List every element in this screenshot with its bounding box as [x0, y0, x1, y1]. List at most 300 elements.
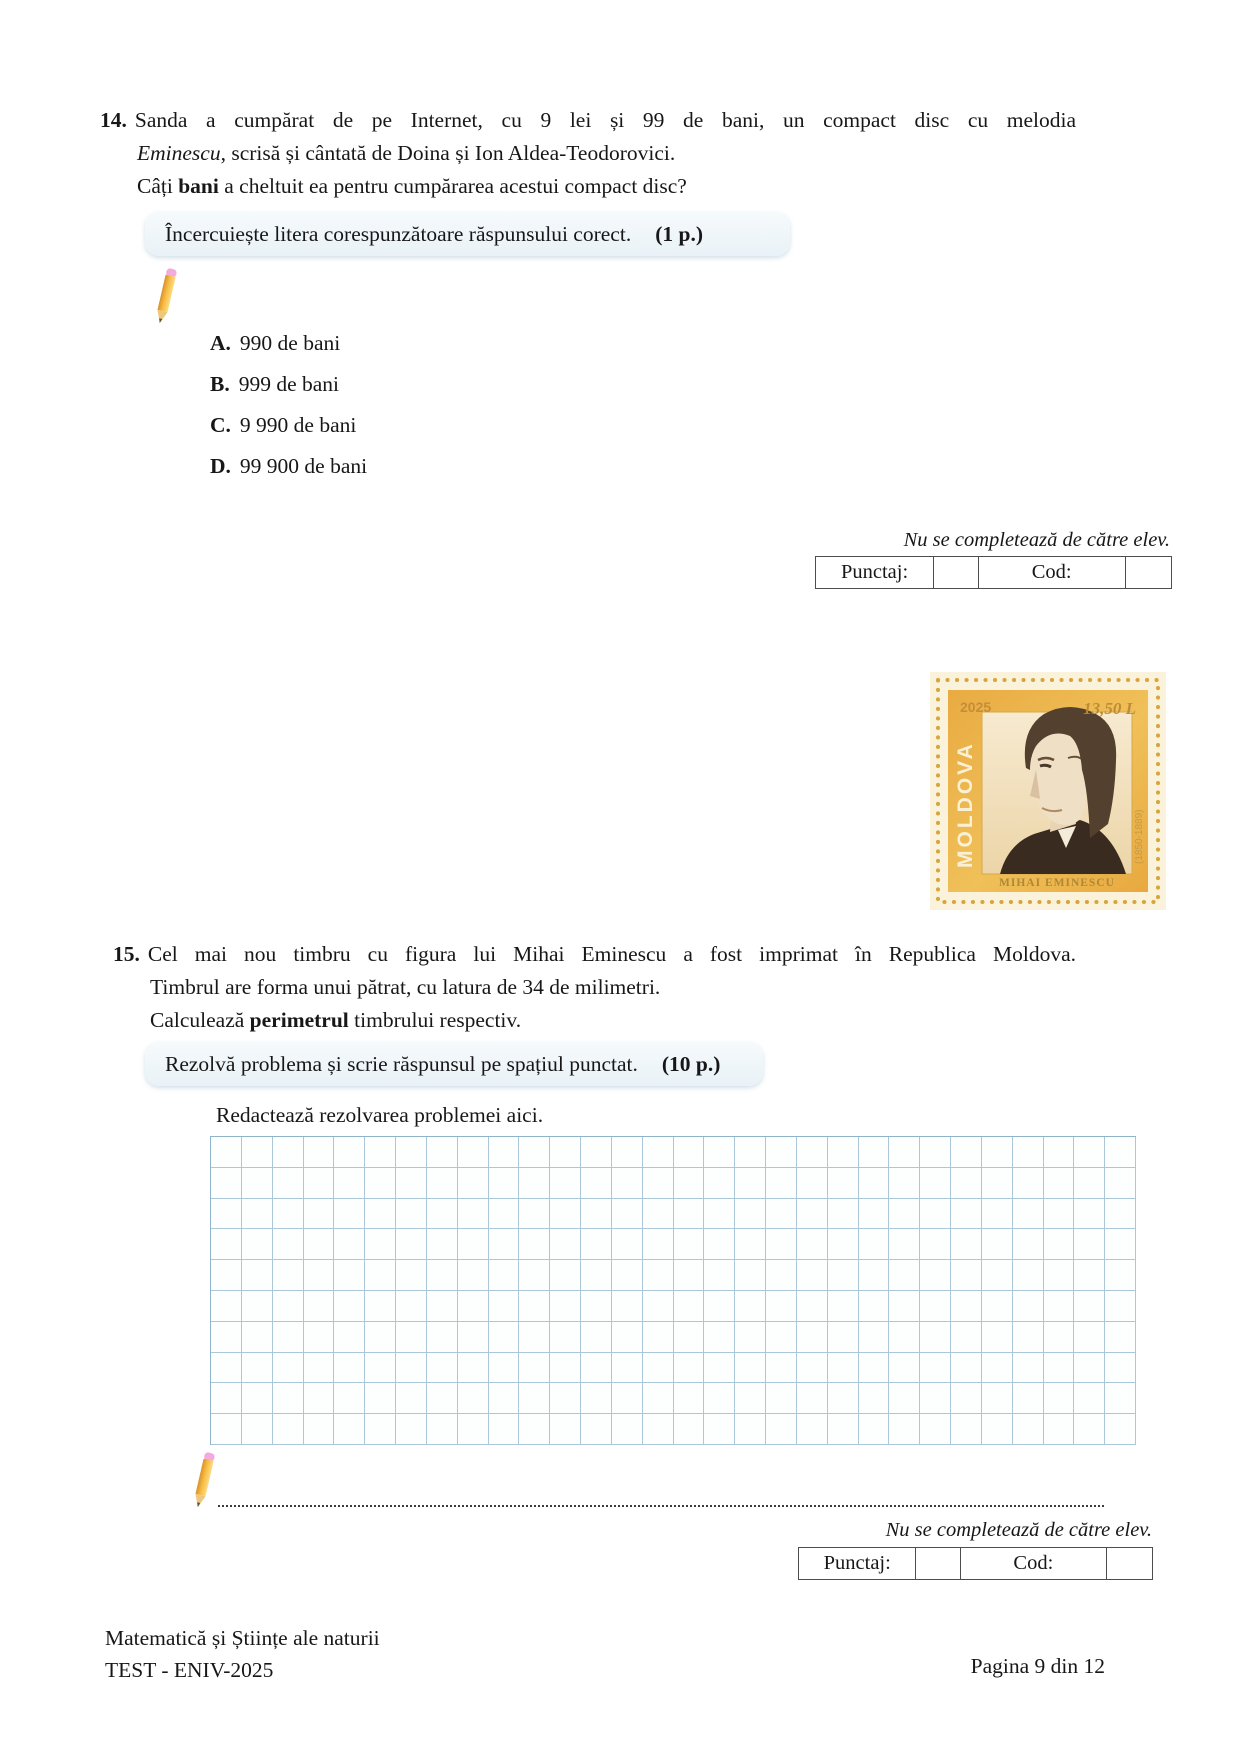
punctaj-value-cell[interactable] — [915, 1548, 959, 1579]
grid-cell — [951, 1137, 982, 1168]
grid-cell — [365, 1291, 396, 1322]
grid-cell — [797, 1291, 828, 1322]
option-b[interactable] — [210, 372, 610, 396]
grid-cell — [550, 1229, 581, 1260]
grid-cell — [365, 1260, 396, 1291]
grid-cell — [273, 1260, 304, 1291]
grid-cell — [427, 1322, 458, 1353]
grid-cell — [797, 1322, 828, 1353]
grid-cell — [550, 1414, 581, 1445]
moldova-stamp-image — [930, 672, 1166, 910]
grid-cell — [1013, 1414, 1044, 1445]
grid-cell — [889, 1199, 920, 1230]
grid-cell — [1074, 1199, 1105, 1230]
grid-cell — [982, 1260, 1013, 1291]
grid-cell — [211, 1383, 242, 1414]
grid-cell — [612, 1322, 643, 1353]
grid-cell — [581, 1353, 612, 1384]
grid-cell — [242, 1229, 273, 1260]
grid-cell — [1044, 1291, 1075, 1322]
grid-cell — [304, 1199, 335, 1230]
punctaj-label: Punctaj: — [840, 561, 909, 583]
grid-cell — [458, 1383, 489, 1414]
grid-cell — [951, 1353, 982, 1384]
q14-song-title: Eminescu — [137, 141, 221, 165]
q14-instruction-box — [145, 212, 790, 256]
q15-line1 — [113, 938, 1076, 971]
cod-value-cell[interactable] — [1125, 557, 1171, 588]
grid-cell — [365, 1383, 396, 1414]
grid-cell — [612, 1383, 643, 1414]
grid-cell — [304, 1322, 335, 1353]
grid-cell — [735, 1229, 766, 1260]
option-a-letter: A. — [210, 331, 231, 355]
grid-cell — [1044, 1322, 1075, 1353]
grid-cell — [396, 1229, 427, 1260]
grid-cell — [581, 1260, 612, 1291]
grid-cell — [859, 1383, 890, 1414]
grid-cell — [1013, 1291, 1044, 1322]
grid-cell — [859, 1322, 890, 1353]
grid-cell — [458, 1322, 489, 1353]
grid-cell — [1105, 1383, 1136, 1414]
grid-cell — [612, 1229, 643, 1260]
grid-cell — [828, 1353, 859, 1384]
grid-cell — [550, 1260, 581, 1291]
grid-cell — [766, 1168, 797, 1199]
grid-cell — [951, 1168, 982, 1199]
grid-cell — [581, 1229, 612, 1260]
grid-cell — [766, 1291, 797, 1322]
grid-cell — [643, 1414, 674, 1445]
grid-cell — [242, 1291, 273, 1322]
grid-cell — [1013, 1229, 1044, 1260]
grid-cell — [1074, 1260, 1105, 1291]
grid-cell — [735, 1168, 766, 1199]
grid-cell — [859, 1229, 890, 1260]
grid-cell — [704, 1137, 735, 1168]
q14-line2-text: , scrisă și cântată de Doina și Ion Aldea-Teodorovici. — [220, 141, 676, 165]
option-d-letter: D. — [210, 454, 231, 478]
grid-cell — [489, 1322, 520, 1353]
grid-cell — [1074, 1414, 1105, 1445]
grid-cell — [859, 1168, 890, 1199]
grid-cell — [458, 1291, 489, 1322]
grid-cell — [427, 1414, 458, 1445]
grid-cell — [489, 1353, 520, 1384]
grid-cell — [334, 1414, 365, 1445]
option-b-text: 999 de bani — [238, 372, 340, 396]
grid-cell — [735, 1322, 766, 1353]
grid-cell — [951, 1199, 982, 1230]
option-b-letter: B. — [210, 372, 230, 396]
grid-cell — [550, 1383, 581, 1414]
grid-cell — [859, 1260, 890, 1291]
grid-cell — [458, 1137, 489, 1168]
grid-cell — [828, 1322, 859, 1353]
grid-cell — [704, 1168, 735, 1199]
grid-cell — [334, 1229, 365, 1260]
grid-cell — [951, 1229, 982, 1260]
grid-cell — [458, 1353, 489, 1384]
grid-cell — [581, 1199, 612, 1230]
grid-cell — [365, 1137, 396, 1168]
q14-instruction-text: Încercuiește litera corespunzătoare răspunsului corect. — [165, 221, 632, 246]
grid-cell — [458, 1229, 489, 1260]
grid-cell — [982, 1137, 1013, 1168]
grid-cell — [951, 1260, 982, 1291]
option-a[interactable] — [210, 331, 610, 355]
grid-cell — [735, 1199, 766, 1230]
grid-cell — [797, 1383, 828, 1414]
grid-cell — [211, 1414, 242, 1445]
option-c-text: 9 990 de bani — [239, 413, 357, 437]
pencil-icon — [148, 264, 184, 328]
grid-cell — [489, 1168, 520, 1199]
grid-cell — [1105, 1260, 1136, 1291]
q15-line3-pre: Calculează — [150, 1008, 250, 1032]
q14-number: 14. — [100, 108, 127, 132]
grid-cell — [889, 1291, 920, 1322]
grid-cell — [211, 1353, 242, 1384]
grid-cell — [365, 1229, 396, 1260]
grid-cell — [1105, 1199, 1136, 1230]
grid-cell — [427, 1199, 458, 1230]
grid-cell — [735, 1353, 766, 1384]
grid-cell — [242, 1353, 273, 1384]
grid-cell — [334, 1291, 365, 1322]
grid-cell — [211, 1322, 242, 1353]
grid-cell — [519, 1414, 550, 1445]
grid-cell — [304, 1414, 335, 1445]
grid-cell — [643, 1229, 674, 1260]
grid-cell — [242, 1168, 273, 1199]
grid-cell — [889, 1168, 920, 1199]
grid-cell — [242, 1322, 273, 1353]
grid-cell — [828, 1414, 859, 1445]
option-c[interactable] — [210, 413, 610, 437]
grid-cell — [920, 1229, 951, 1260]
grid-cell — [859, 1137, 890, 1168]
grid-cell — [674, 1199, 705, 1230]
grid-cell — [211, 1199, 242, 1230]
grid-cell — [889, 1353, 920, 1384]
grid-cell — [643, 1137, 674, 1168]
grid-cell — [889, 1260, 920, 1291]
grid-cell — [334, 1137, 365, 1168]
grid-cell — [1074, 1229, 1105, 1260]
grid-cell — [1013, 1199, 1044, 1230]
q14-line3-post: a cheltuit ea pentru cumpărarea acestui compact disc? — [218, 174, 687, 198]
grid-cell — [612, 1291, 643, 1322]
solution-grid[interactable] — [210, 1136, 1136, 1445]
grid-cell — [920, 1260, 951, 1291]
grid-cell — [489, 1383, 520, 1414]
grid-cell — [828, 1260, 859, 1291]
grid-cell — [766, 1383, 797, 1414]
grid-cell — [581, 1137, 612, 1168]
grid-cell — [489, 1414, 520, 1445]
grid-cell — [1074, 1322, 1105, 1353]
q15-instruction-text: Rezolvă problema și scrie răspunsul pe spațiul punctat. — [165, 1051, 638, 1076]
grid-cell — [982, 1322, 1013, 1353]
grid-cell — [365, 1199, 396, 1230]
grid-cell — [1044, 1383, 1075, 1414]
grid-cell — [674, 1322, 705, 1353]
grid-cell — [211, 1260, 242, 1291]
grid-cell — [396, 1168, 427, 1199]
grid-cell — [581, 1383, 612, 1414]
grid-cell — [396, 1414, 427, 1445]
grid-cell — [674, 1229, 705, 1260]
grid-cell — [489, 1260, 520, 1291]
grid-cell — [951, 1322, 982, 1353]
grid-cell — [273, 1199, 304, 1230]
q14-line1 — [100, 104, 1076, 137]
grid-cell — [889, 1229, 920, 1260]
punctaj-label: Punctaj: — [823, 1552, 891, 1574]
grid-cell — [1044, 1229, 1075, 1260]
grid-cell — [766, 1229, 797, 1260]
grid-cell — [1074, 1137, 1105, 1168]
footer — [105, 1622, 705, 1686]
grid-cell — [1013, 1383, 1044, 1414]
grid-cell — [242, 1199, 273, 1230]
question-15 — [113, 938, 1076, 1037]
grid-cell — [920, 1168, 951, 1199]
grid-cell — [828, 1199, 859, 1230]
grid-cell — [273, 1383, 304, 1414]
pencil-icon — [186, 1448, 222, 1512]
grid-cell — [828, 1383, 859, 1414]
grid-cell — [489, 1137, 520, 1168]
grid-cell — [766, 1137, 797, 1168]
stamp-life-years: (1850-1889) — [1134, 809, 1145, 864]
grid-cell — [1074, 1383, 1105, 1414]
grid-cell — [643, 1291, 674, 1322]
grid-cell — [304, 1383, 335, 1414]
grid-cell — [982, 1199, 1013, 1230]
q15-instruction-box — [145, 1042, 763, 1086]
grid-cell — [766, 1199, 797, 1230]
option-a-text: 990 de bani — [239, 331, 341, 355]
grid-cell — [612, 1414, 643, 1445]
grid-cell — [859, 1353, 890, 1384]
grid-cell — [396, 1137, 427, 1168]
stamp-value: 13,50 L — [1083, 699, 1136, 718]
grid-cell — [550, 1199, 581, 1230]
score-table-q14 — [815, 556, 1172, 589]
option-c-letter: C. — [210, 413, 231, 437]
grid-cell — [889, 1383, 920, 1414]
q14-line3-bold: bani — [178, 174, 219, 198]
grid-cell — [242, 1137, 273, 1168]
grid-cell — [365, 1168, 396, 1199]
cod-value-cell[interactable] — [1106, 1548, 1152, 1579]
grid-cell — [334, 1322, 365, 1353]
grid-cell — [735, 1291, 766, 1322]
grid-cell — [334, 1260, 365, 1291]
grid-cell — [427, 1383, 458, 1414]
grid-cell — [396, 1291, 427, 1322]
grid-cell — [396, 1353, 427, 1384]
grid-cell — [519, 1383, 550, 1414]
grid-cell — [458, 1168, 489, 1199]
grid-cell — [581, 1414, 612, 1445]
grid-cell — [489, 1229, 520, 1260]
grid-cell — [1044, 1199, 1075, 1230]
grid-cell — [1044, 1137, 1075, 1168]
grid-cell — [1074, 1291, 1105, 1322]
grid-cell — [766, 1260, 797, 1291]
q14-line3-pre: Câți — [137, 174, 179, 198]
grid-cell — [612, 1137, 643, 1168]
grid-cell — [550, 1353, 581, 1384]
answer-dotted-line[interactable] — [218, 1489, 1104, 1507]
grid-cell — [704, 1322, 735, 1353]
grid-cell — [704, 1414, 735, 1445]
grid-cell — [920, 1199, 951, 1230]
grid-cell — [704, 1291, 735, 1322]
stamp-person-name: MIHAI EMINESCU — [999, 877, 1115, 889]
grid-cell — [828, 1291, 859, 1322]
grid-cell — [828, 1229, 859, 1260]
grid-cell — [797, 1229, 828, 1260]
grid-cell — [612, 1353, 643, 1384]
q15-points: (10 p.) — [661, 1051, 721, 1076]
footer-subject: Matematică și Științe ale naturii — [105, 1626, 380, 1650]
q15-line3-bold: perimetrul — [249, 1008, 349, 1032]
grid-cell — [304, 1229, 335, 1260]
grid-cell — [489, 1199, 520, 1230]
grid-cell — [951, 1414, 982, 1445]
grid-cell — [674, 1414, 705, 1445]
q15-line2: Timbrul are forma unui pătrat, cu latura de 34 de milimetri. — [150, 975, 661, 999]
grid-cell — [1074, 1353, 1105, 1384]
grid-cell — [643, 1168, 674, 1199]
workspace-label: Redactează rezolvarea problemei aici. — [216, 1103, 544, 1127]
grid-cell — [273, 1229, 304, 1260]
grid-cell — [982, 1353, 1013, 1384]
grid-cell — [797, 1260, 828, 1291]
grid-cell — [519, 1199, 550, 1230]
grid-cell — [365, 1353, 396, 1384]
grid-cell — [643, 1383, 674, 1414]
grid-cell — [1013, 1137, 1044, 1168]
grid-cell — [304, 1353, 335, 1384]
grid-cell — [1074, 1168, 1105, 1199]
punctaj-value-cell[interactable] — [933, 557, 977, 588]
footer-test-name: TEST - ENIV-2025 — [105, 1658, 274, 1682]
grid-cell — [674, 1137, 705, 1168]
grid-cell — [674, 1291, 705, 1322]
grid-cell — [211, 1168, 242, 1199]
grid-cell — [458, 1199, 489, 1230]
grid-cell — [982, 1168, 1013, 1199]
grid-cell — [982, 1383, 1013, 1414]
not-for-student-notice: Nu se completează de către elev. — [885, 1519, 1152, 1541]
grid-cell — [704, 1383, 735, 1414]
option-d-text: 99 900 de bani — [239, 454, 368, 478]
grid-cell — [489, 1291, 520, 1322]
grid-cell — [889, 1322, 920, 1353]
grid-cell — [550, 1322, 581, 1353]
grid-cell — [1044, 1168, 1075, 1199]
grid-cell — [982, 1291, 1013, 1322]
grid-cell — [427, 1260, 458, 1291]
grid-cell — [982, 1414, 1013, 1445]
grid-cell — [458, 1260, 489, 1291]
grid-cell — [643, 1199, 674, 1230]
grid-cell — [1013, 1322, 1044, 1353]
grid-cell — [334, 1168, 365, 1199]
grid-cell — [242, 1383, 273, 1414]
grid-cell — [427, 1353, 458, 1384]
grid-cell — [1105, 1291, 1136, 1322]
grid-cell — [889, 1137, 920, 1168]
grid-cell — [273, 1291, 304, 1322]
grid-cell — [612, 1260, 643, 1291]
q15-line3 — [150, 1004, 1076, 1037]
grid-cell — [828, 1137, 859, 1168]
grid-cell — [797, 1199, 828, 1230]
grid-cell — [519, 1322, 550, 1353]
grid-cell — [704, 1229, 735, 1260]
grid-cell — [273, 1353, 304, 1384]
q14-line3 — [137, 170, 1076, 203]
grid-cell — [334, 1199, 365, 1230]
grid-cell — [920, 1414, 951, 1445]
grid-cell — [920, 1137, 951, 1168]
q15-line3-post: timbrului respectiv. — [348, 1008, 522, 1032]
grid-cell — [643, 1353, 674, 1384]
grid-cell — [273, 1168, 304, 1199]
stamp-year: 2025 — [960, 699, 992, 715]
q14-line2 — [137, 137, 1076, 170]
grid-cell — [674, 1168, 705, 1199]
grid-cell — [396, 1322, 427, 1353]
grid-cell — [427, 1291, 458, 1322]
grid-cell — [458, 1414, 489, 1445]
not-for-student-notice: Nu se completează de către elev. — [903, 529, 1170, 551]
grid-cell — [766, 1414, 797, 1445]
option-d[interactable] — [210, 454, 610, 478]
grid-cell — [396, 1199, 427, 1230]
grid-cell — [365, 1414, 396, 1445]
grid-cell — [519, 1291, 550, 1322]
stamp-country: MOLDOVA — [954, 741, 977, 868]
grid-cell — [550, 1137, 581, 1168]
q14-points: (1 p.) — [655, 221, 703, 246]
grid-cell — [1044, 1260, 1075, 1291]
page-number: Pagina 9 din 12 — [970, 1654, 1105, 1678]
grid-cell — [1013, 1260, 1044, 1291]
grid-cell — [519, 1353, 550, 1384]
grid-cell — [920, 1353, 951, 1384]
grid-cell — [735, 1414, 766, 1445]
grid-cell — [920, 1322, 951, 1353]
grid-cell — [334, 1353, 365, 1384]
grid-cell — [273, 1322, 304, 1353]
score-table-q15 — [798, 1547, 1153, 1580]
grid-cell — [550, 1291, 581, 1322]
grid-cell — [612, 1168, 643, 1199]
question-14 — [100, 104, 1076, 203]
grid-cell — [550, 1168, 581, 1199]
grid-cell — [242, 1260, 273, 1291]
grid-cell — [581, 1291, 612, 1322]
grid-cell — [211, 1137, 242, 1168]
